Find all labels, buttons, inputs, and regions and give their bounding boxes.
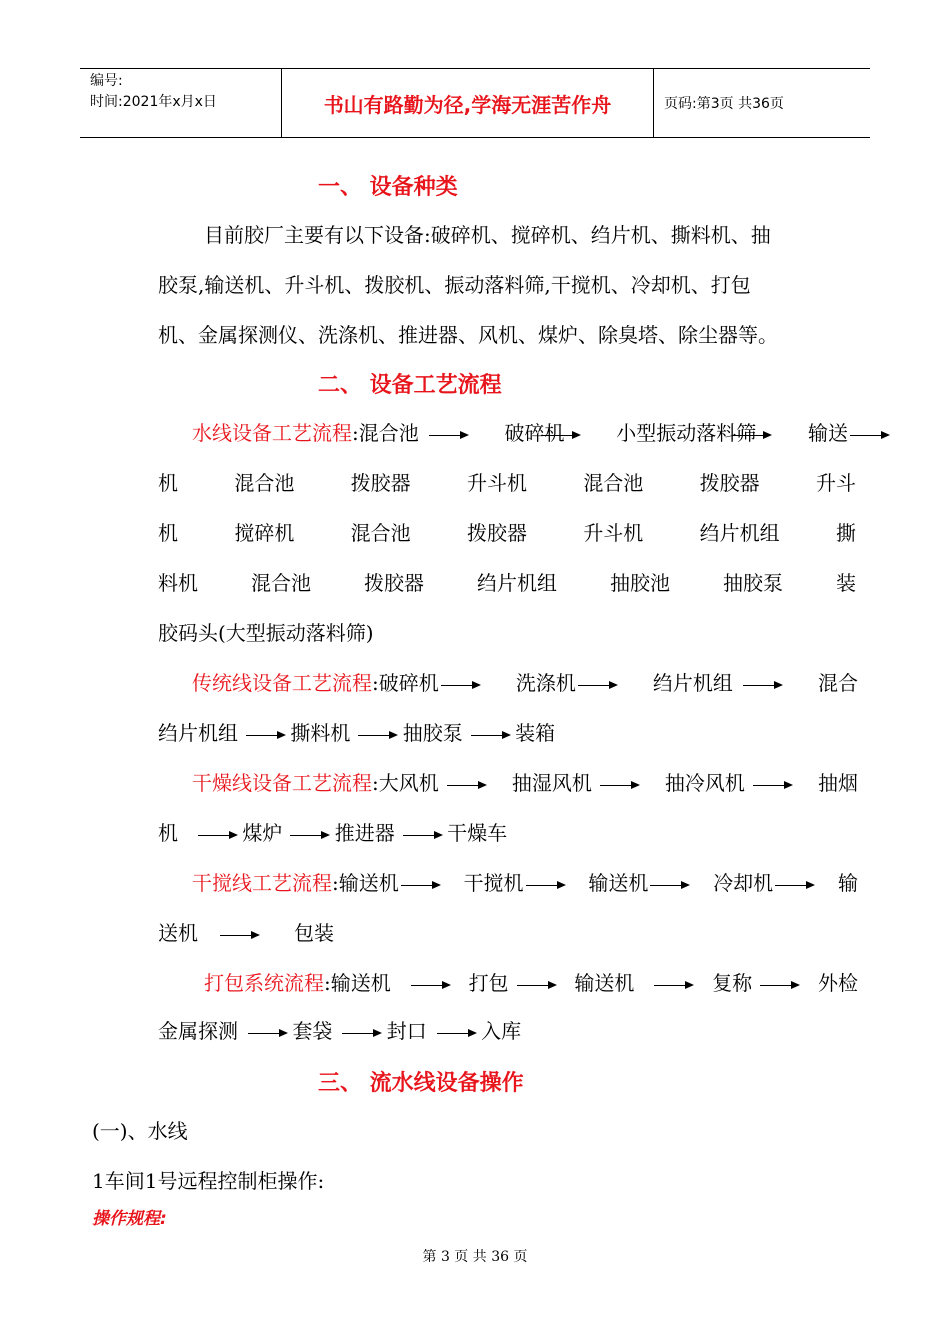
packing-row-2: 金属探测 套袋 封口 入库 (158, 1019, 522, 1043)
water-row-1: 水线设备工艺流程:混合池 破碎机 小型振动落料筛 输送 (192, 421, 848, 445)
s1-line-2: 胶泵,输送机、升斗机、拨胶机、振动落料筛,干搅机、冷却机、打包 (158, 273, 751, 297)
header-motto: 书山有路勤为径,学海无涯苦作舟 (282, 69, 654, 137)
section-1-title: 一、 设备种类 (318, 175, 458, 200)
ops-label: 操作规程: (92, 1209, 167, 1229)
traditional-label: 传统线设备工艺流程 (192, 671, 372, 695)
dry-row-1: 干燥线设备工艺流程:大风机 抽湿风机 抽冷风机 抽烟 (192, 771, 858, 795)
water-label: 水线设备工艺流程 (192, 421, 352, 445)
water-row-3: 机 搅碎机 混合池 拨胶器 升斗机 绉片机组 撕 (158, 521, 856, 545)
flow-node: 小型振动落料筛 (616, 421, 757, 445)
packing-label: 打包系统流程 (204, 971, 324, 995)
water-row-4: 料机 混合池 拨胶器 绉片机组 抽胶池 抽胶泵 装 (158, 571, 856, 595)
mixer-label: 干搅线工艺流程 (192, 871, 332, 895)
flow-node: 破碎机 (504, 421, 565, 445)
mixer-row-1: 干搅线工艺流程:输送机 干搅机 输送机 冷却机 输 (192, 871, 858, 895)
subsection-cabinet: 1车间1号远程控制柜操作: (92, 1169, 325, 1193)
header-page-info: 页码:第3页 共36页 (664, 96, 784, 112)
water-row-2: 机 混合池 拨胶器 升斗机 混合池 拨胶器 升斗 (158, 471, 856, 495)
flow-node: 混合池 (358, 421, 419, 445)
traditional-row-1: 传统线设备工艺流程:破碎机 洗涤机 绉片机组 混合 (192, 671, 858, 695)
dry-row-2: 机 煤炉 推进器 干燥车 (158, 821, 508, 845)
dry-label: 干燥线设备工艺流程 (192, 771, 372, 795)
mixer-row-2: 送机 包装 (158, 921, 334, 945)
section-3-title: 三、 流水线设备操作 (318, 1071, 524, 1096)
header-table (80, 68, 870, 138)
subsection-water: (一)、水线 (92, 1119, 188, 1143)
header-meta (80, 69, 282, 137)
flow-node: 输送 (808, 421, 848, 445)
section-2-title: 二、 设备工艺流程 (318, 373, 502, 398)
number-label: 编号: (90, 73, 123, 89)
s1-line-3: 机、金属探测仪、洗涤机、推进器、风机、煤炉、除臭塔、除尘器等。 (158, 323, 778, 347)
page-footer: 第 3 页 共 36 页 (422, 1249, 528, 1265)
packing-row-1: 打包系统流程:输送机 打包 输送机 复称 外检 (204, 971, 858, 995)
traditional-row-2: 绉片机组 撕料机 抽胶泵 装箱 (158, 721, 556, 745)
time-label: 时间:2021年x月x日 (90, 94, 217, 110)
water-row-5: 胶码头(大型振动落料筛) (158, 621, 374, 645)
s1-line-1: 目前胶厂主要有以下设备:破碎机、搅碎机、绉片机、撕料机、抽 (204, 223, 771, 247)
